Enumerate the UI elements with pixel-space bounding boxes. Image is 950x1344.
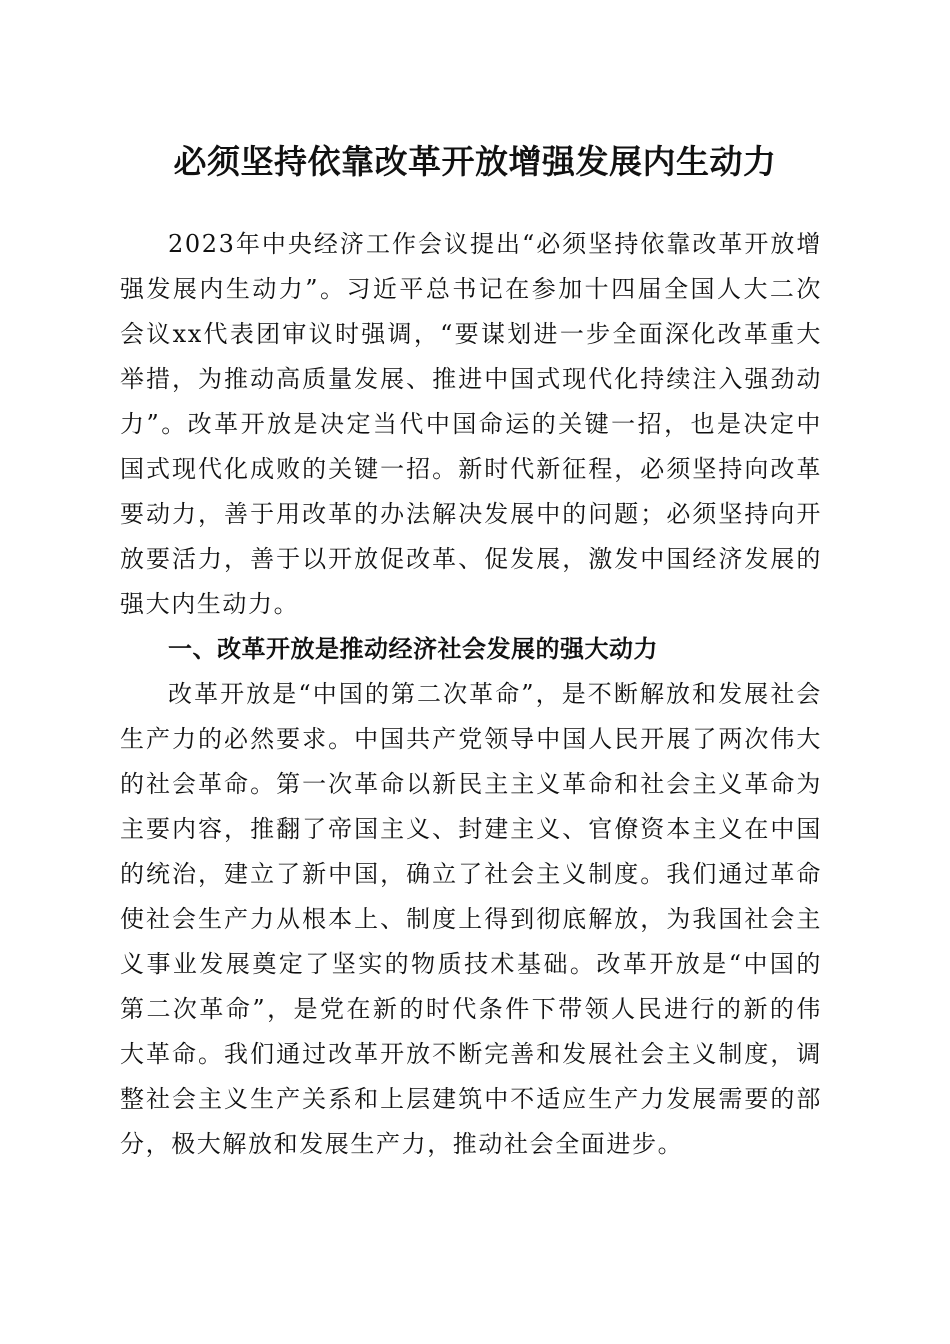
- document-title: 必须坚持依靠改革开放增强发展内生动力: [173, 142, 777, 181]
- document-body: [120, 222, 822, 1167]
- section-1-paragraph: 改革开放是“中国的第二次革命”，是不断解放和发展社会生产力的必然要求。中国共产党领导中国人民开展了两次伟大的社会革命。第一次革命以新民主主义革命和社会主义革命为主要内容，推翻了帝国主义、封建主义、官僚资本主义在中国的统治，建立了新中国，确立了社会主义制度。我们通过革命使社会生产力从根本上、制度上得到彻底解放，为我国社会主义事业发展奠定了坚实的物质技术基础。改革开放是“中国的第二次革命”，是党在新的时代条件下带领人民进行的新的伟大革命。我们通过改革开放不断完善和发展社会主义制度，调整社会主义生产关系和上层建筑中不适应生产力发展需要的部分，极大解放和发展生产力，推动社会全面进步。: [120, 680, 822, 1158]
- intro-paragraph: 2023年中央经济工作会议提出“必须坚持依靠改革开放增强发展内生动力”。习近平总书记在参加十四届全国人大二次会议xx代表团审议时强调，“要谋划进一步全面深化改革重大举措，为推动高质量发展、推进中国式现代化持续注入强劲动力”。改革开放是决定当代中国命运的关键一招，也是决定中国式现代化成败的关键一招。新时代新征程，必须坚持向改革要动力，善于用改革的办法解决发展中的问题；必须坚持向开放要活力，善于以开放促改革、促发展，激发中国经济发展的强大内生动力。: [120, 230, 822, 618]
- section-1-heading: 一、改革开放是推动经济社会发展的强大动力: [168, 635, 658, 663]
